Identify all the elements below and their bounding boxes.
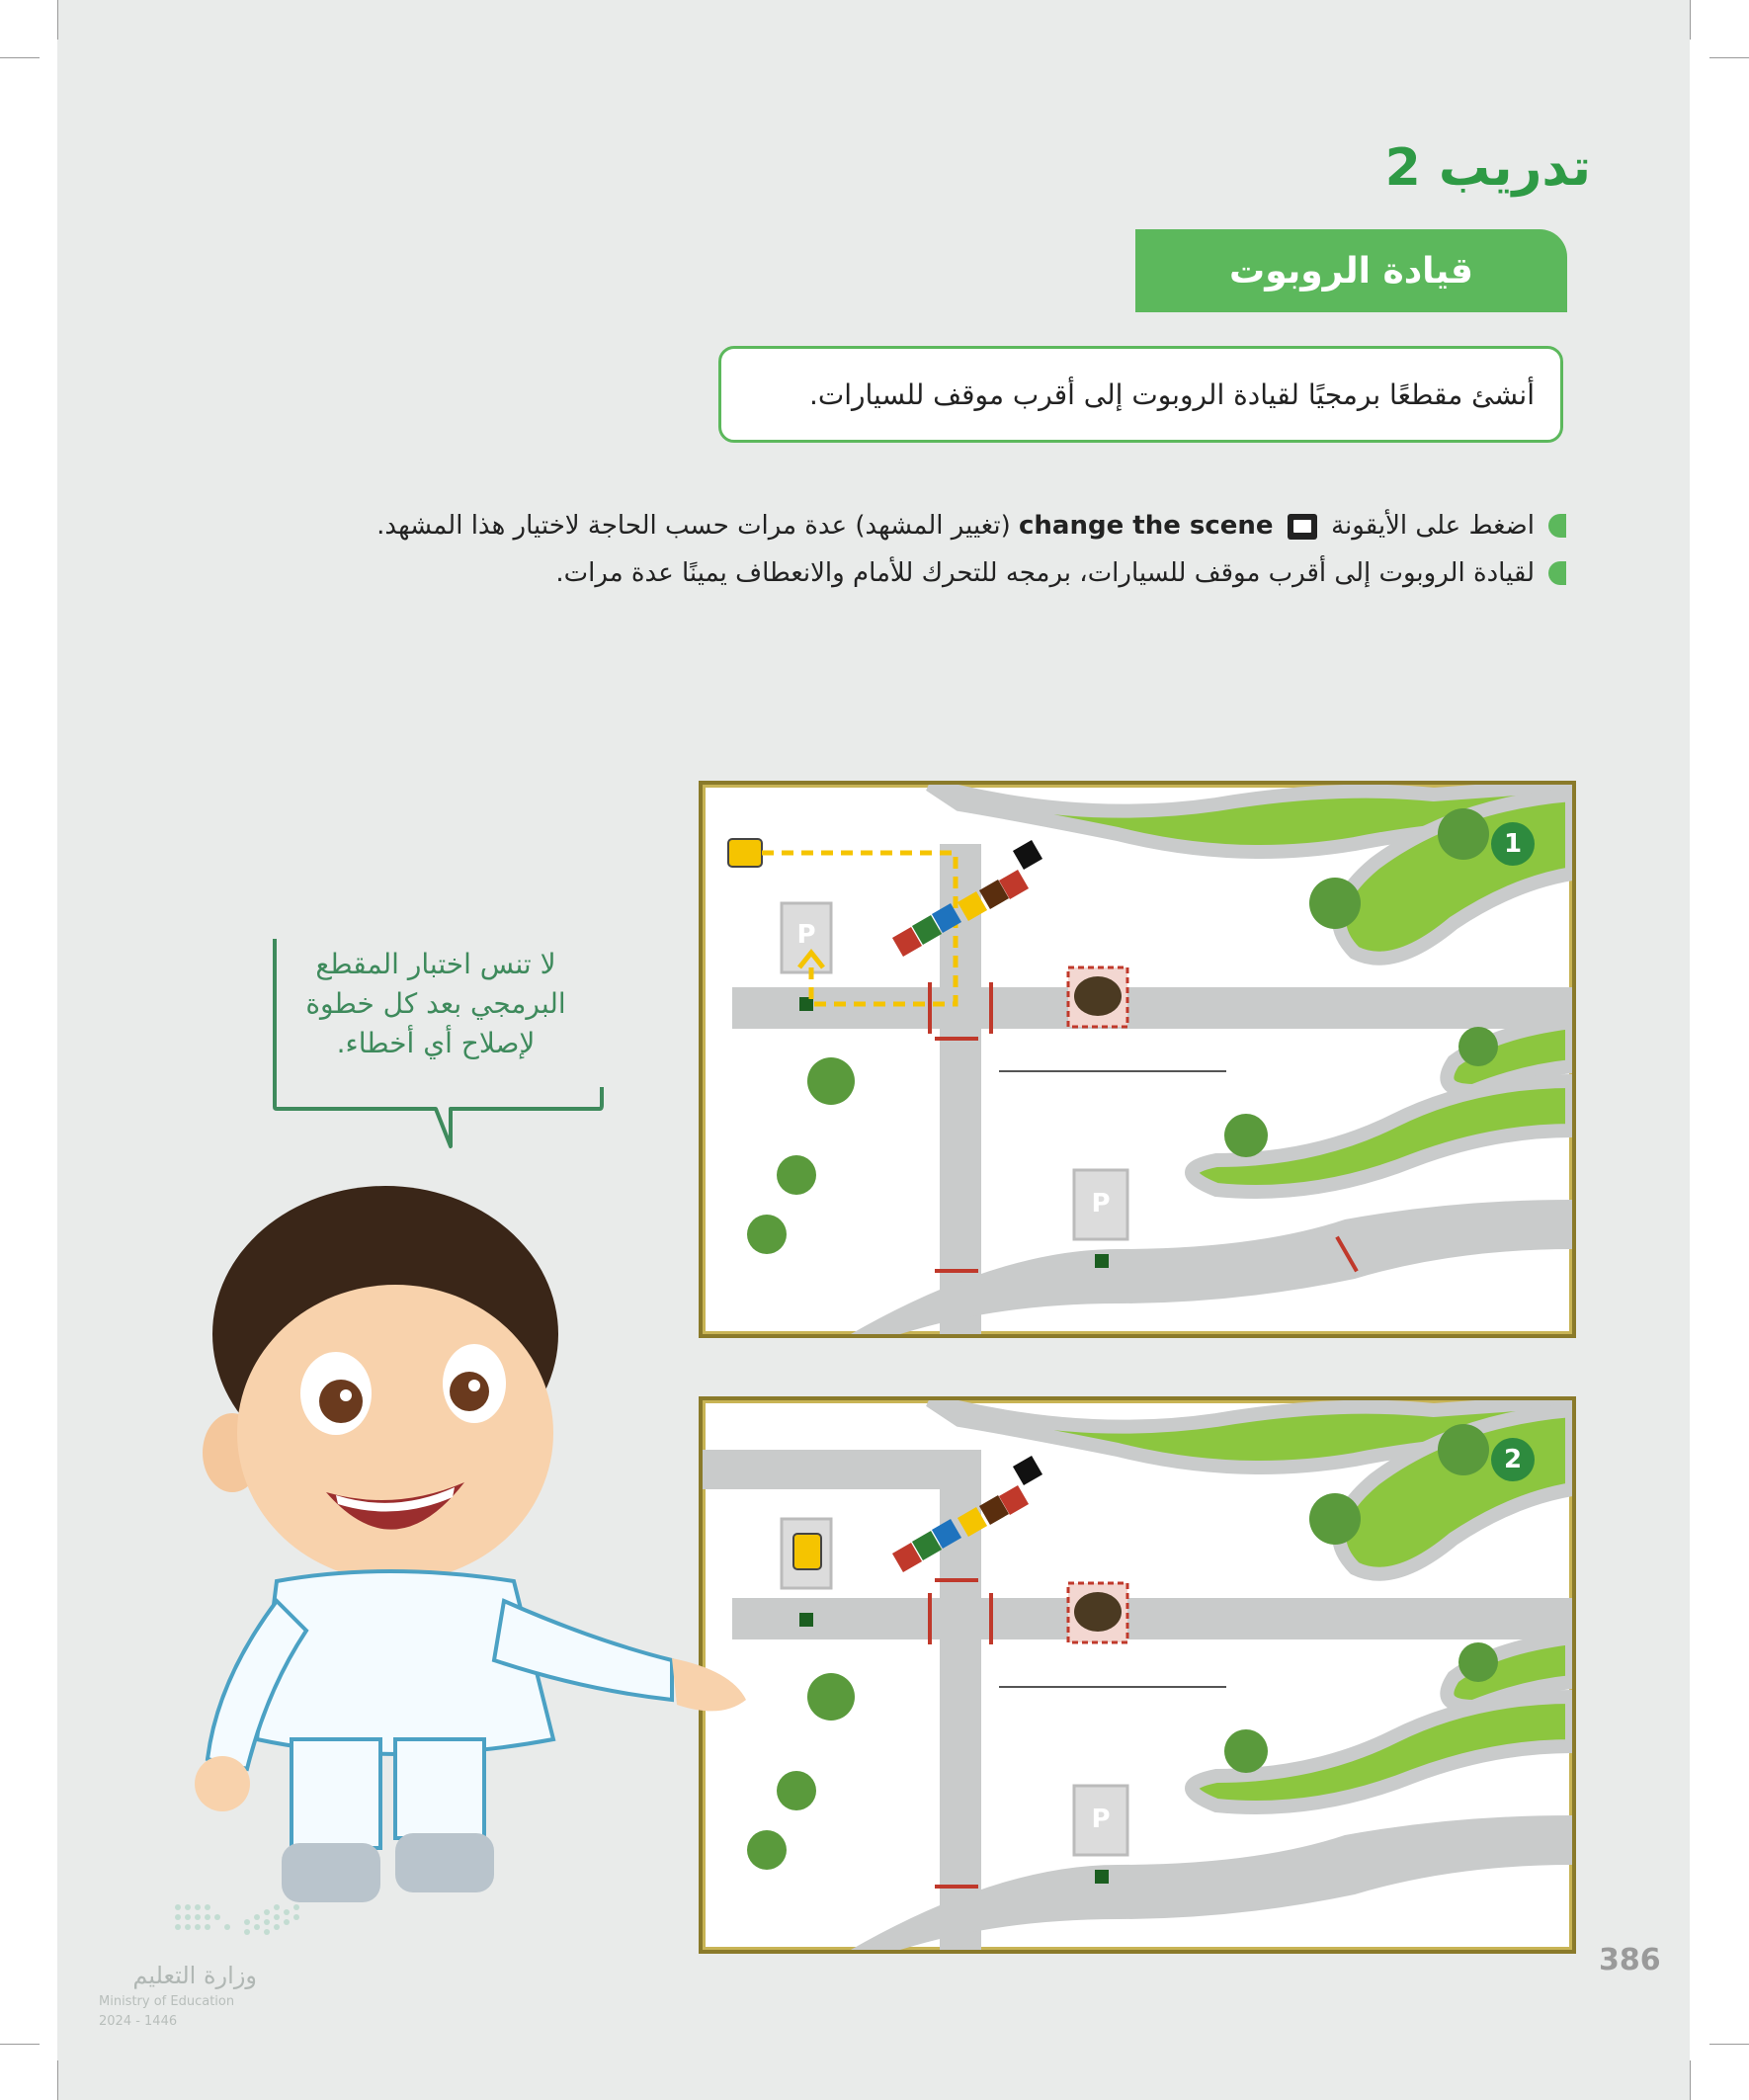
scene-number-badge: 2	[1491, 1438, 1535, 1481]
ministry-logo	[99, 1897, 272, 2036]
instruction-text: لقيادة الروبوت إلى أقرب موقف للسيارات، برمجه للتحرك للأمام والانعطاف يمينًا عدة مرات.	[555, 558, 1535, 588]
instruction-text: اضغط على الأيقونة change the scene (تغيير المشهد) عدة مرات حسب الحاجة لاختيار هذا المشهد.	[376, 511, 1535, 541]
task-box	[718, 346, 1563, 443]
svg-text:P: P	[1091, 1805, 1111, 1834]
boy-character-illustration	[138, 1166, 751, 1917]
crop-mark	[0, 2044, 40, 2045]
bubble-line: لإصلاح أي أخطاء.	[336, 1027, 536, 1059]
scene-number-badge: 1	[1491, 822, 1535, 866]
page-number: 386	[1599, 1943, 1661, 1977]
instruction-item	[282, 506, 1566, 546]
scene-map-1	[699, 781, 1576, 1338]
section-tag: قيادة الروبوت	[1135, 229, 1567, 312]
crop-mark	[1709, 2044, 1749, 2045]
crop-mark	[1690, 2060, 1691, 2100]
crop-mark	[57, 0, 58, 40]
ministry-name-en: Ministry of Education	[99, 1994, 235, 2009]
bubble-line: البرمجي بعد كل خطوة	[305, 987, 566, 1020]
scene-illustration	[703, 1400, 1572, 1950]
image-icon	[1288, 514, 1317, 540]
bullet-icon	[1548, 514, 1566, 538]
crop-mark	[1690, 0, 1691, 40]
svg-text:P: P	[796, 920, 816, 950]
ministry-logo-icon	[168, 1897, 336, 1957]
instruction-item	[282, 553, 1566, 593]
speech-bubble	[273, 939, 604, 1107]
svg-text:P: P	[1091, 1189, 1111, 1218]
crop-mark	[1709, 57, 1749, 58]
ministry-year: 2024 - 1446	[99, 2014, 178, 2029]
scene-illustration	[703, 785, 1572, 1334]
crop-mark	[57, 2060, 58, 2100]
scene-map-2	[699, 1396, 1576, 1954]
crop-mark	[0, 57, 40, 58]
bullet-icon	[1548, 561, 1566, 585]
ministry-name-ar: وزارة التعليم	[132, 1962, 257, 1989]
page-title: تدريب 2	[1384, 138, 1591, 198]
task-text: أنشئ مقطعًا برمجيًا لقيادة الروبوت إلى أقرب موقف للسيارات.	[808, 378, 1535, 411]
bubble-line: لا تنس اختبار المقطع	[315, 948, 556, 980]
instruction-list	[282, 506, 1566, 601]
